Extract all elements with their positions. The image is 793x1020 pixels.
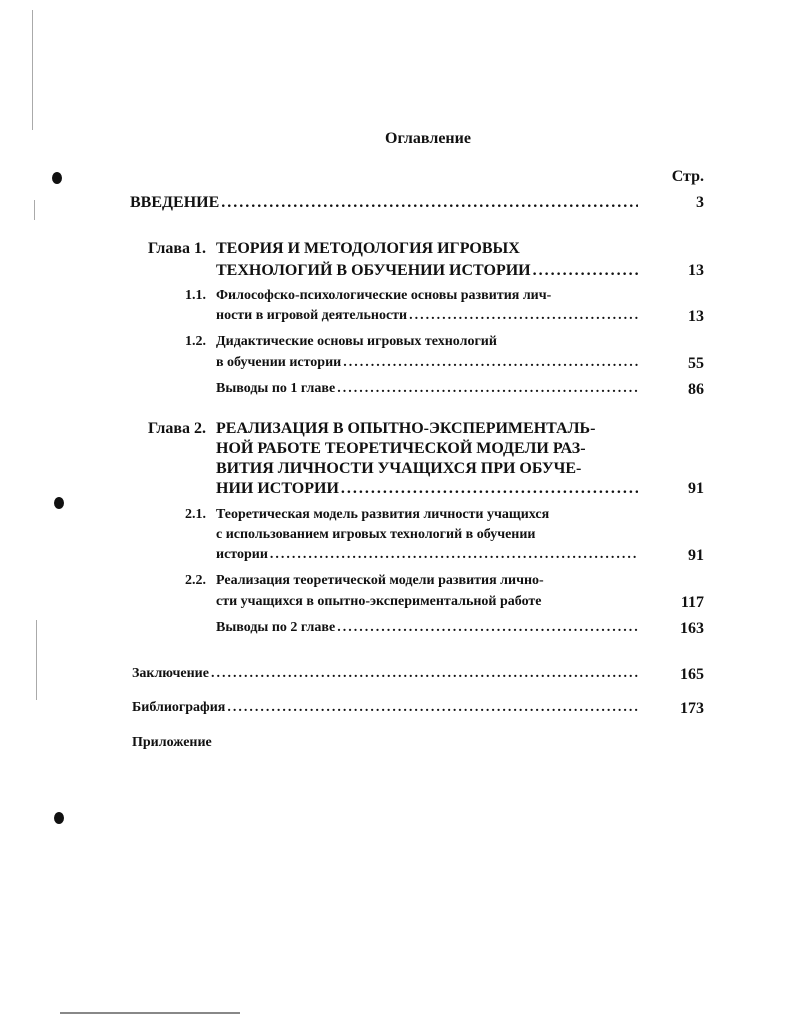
leader-dots [533, 262, 638, 280]
section-number: 2.2. [185, 573, 206, 588]
leader-dots [227, 700, 638, 716]
chapter-title-line: НИИ ИСТОРИИ [216, 480, 339, 497]
page-number: 117 [680, 594, 704, 611]
toc-heading: Оглавление [385, 130, 471, 147]
section-title-line: Реализация теоретической модели развития лично- [216, 573, 544, 588]
conclusions-label: Выводы по 1 главе [216, 381, 336, 396]
section-title-line: ности в игровой деятельности [216, 308, 408, 323]
section-title-line: Теоретическая модель развития личности учащихся [216, 507, 550, 522]
page-number: 165 [680, 666, 704, 683]
page-number: 173 [680, 700, 704, 717]
section-title-line: в обучении истории [216, 355, 342, 370]
section-title-line: Дидактические основы игровых технологий [216, 334, 497, 349]
scan-edge-line [32, 10, 33, 130]
leader-dots [221, 194, 638, 212]
page-number: 3 [696, 194, 704, 211]
chapter-label: Глава 2. [148, 420, 206, 437]
section-number: 1.2. [185, 334, 206, 349]
scan-bottom-smudge [60, 1012, 240, 1014]
page-number: 86 [688, 381, 704, 398]
page-column-header: Стр. [671, 168, 704, 185]
section-title-line: Философско-психологические основы развития лич- [216, 288, 552, 303]
page-number: 13 [688, 262, 704, 279]
toc-entry-section-2-1[interactable] [216, 547, 638, 563]
page-number: 91 [688, 547, 704, 564]
chapter-title-line: ВИТИЯ ЛИЧНОСТИ УЧАЩИХСЯ ПРИ ОБУЧЕ- [216, 460, 582, 477]
toc-entry-section-1-2[interactable] [216, 355, 638, 371]
leader-dots [337, 381, 638, 397]
entry-label: ВВЕДЕНИЕ [130, 194, 220, 211]
section-number: 2.1. [185, 507, 206, 522]
punch-hole-mark [52, 172, 62, 184]
toc-entry-conclusions-2[interactable] [216, 620, 638, 636]
leader-dots [270, 547, 638, 563]
chapter-title-line: ТЕОРИЯ И МЕТОДОЛОГИЯ ИГРОВЫХ [216, 240, 520, 257]
entry-label: Библиография [132, 700, 226, 715]
toc-entry-bibliography[interactable] [132, 700, 638, 716]
punch-hole-mark [54, 812, 64, 824]
conclusions-label: Выводы по 2 главе [216, 620, 336, 635]
page-number: 91 [688, 480, 704, 497]
leader-dots [343, 355, 638, 371]
page-number: 163 [680, 620, 704, 637]
toc-entry-chapter1[interactable] [216, 262, 638, 280]
section-title-line: сти учащихся в опытно-экспериментальной работе [216, 594, 542, 609]
section-number: 1.1. [185, 288, 206, 303]
toc-entry-conclusion[interactable] [132, 666, 638, 682]
scan-edge-line [36, 620, 37, 700]
section-title-line: с использованием игровых технологий в обучении [216, 527, 536, 542]
chapter-title-line: НОЙ РАБОТЕ ТЕОРЕТИЧЕСКОЙ МОДЕЛИ РАЗ- [216, 440, 586, 457]
entry-label: Заключение [132, 666, 209, 681]
toc-entry-conclusions-1[interactable] [216, 381, 638, 397]
leader-dots [211, 666, 638, 682]
page-number: 13 [688, 308, 704, 325]
punch-hole-mark [54, 497, 64, 509]
chapter-title-line: ТЕХНОЛОГИЙ В ОБУЧЕНИИ ИСТОРИИ [216, 262, 531, 279]
toc-entry-intro[interactable] [130, 194, 638, 212]
toc-entry-chapter2[interactable] [216, 480, 638, 498]
toc-entry-appendix[interactable]: Приложение [132, 735, 212, 750]
chapter-label: Глава 1. [148, 240, 206, 257]
leader-dots [341, 480, 638, 498]
scan-edge-line [34, 200, 35, 220]
leader-dots [337, 620, 638, 636]
page-number: 55 [688, 355, 704, 372]
chapter-title-line: РЕАЛИЗАЦИЯ В ОПЫТНО-ЭКСПЕРИМЕНТАЛЬ- [216, 420, 596, 437]
leader-dots [409, 308, 638, 324]
toc-entry-section-1-1[interactable] [216, 308, 638, 324]
section-title-line: истории [216, 547, 268, 562]
